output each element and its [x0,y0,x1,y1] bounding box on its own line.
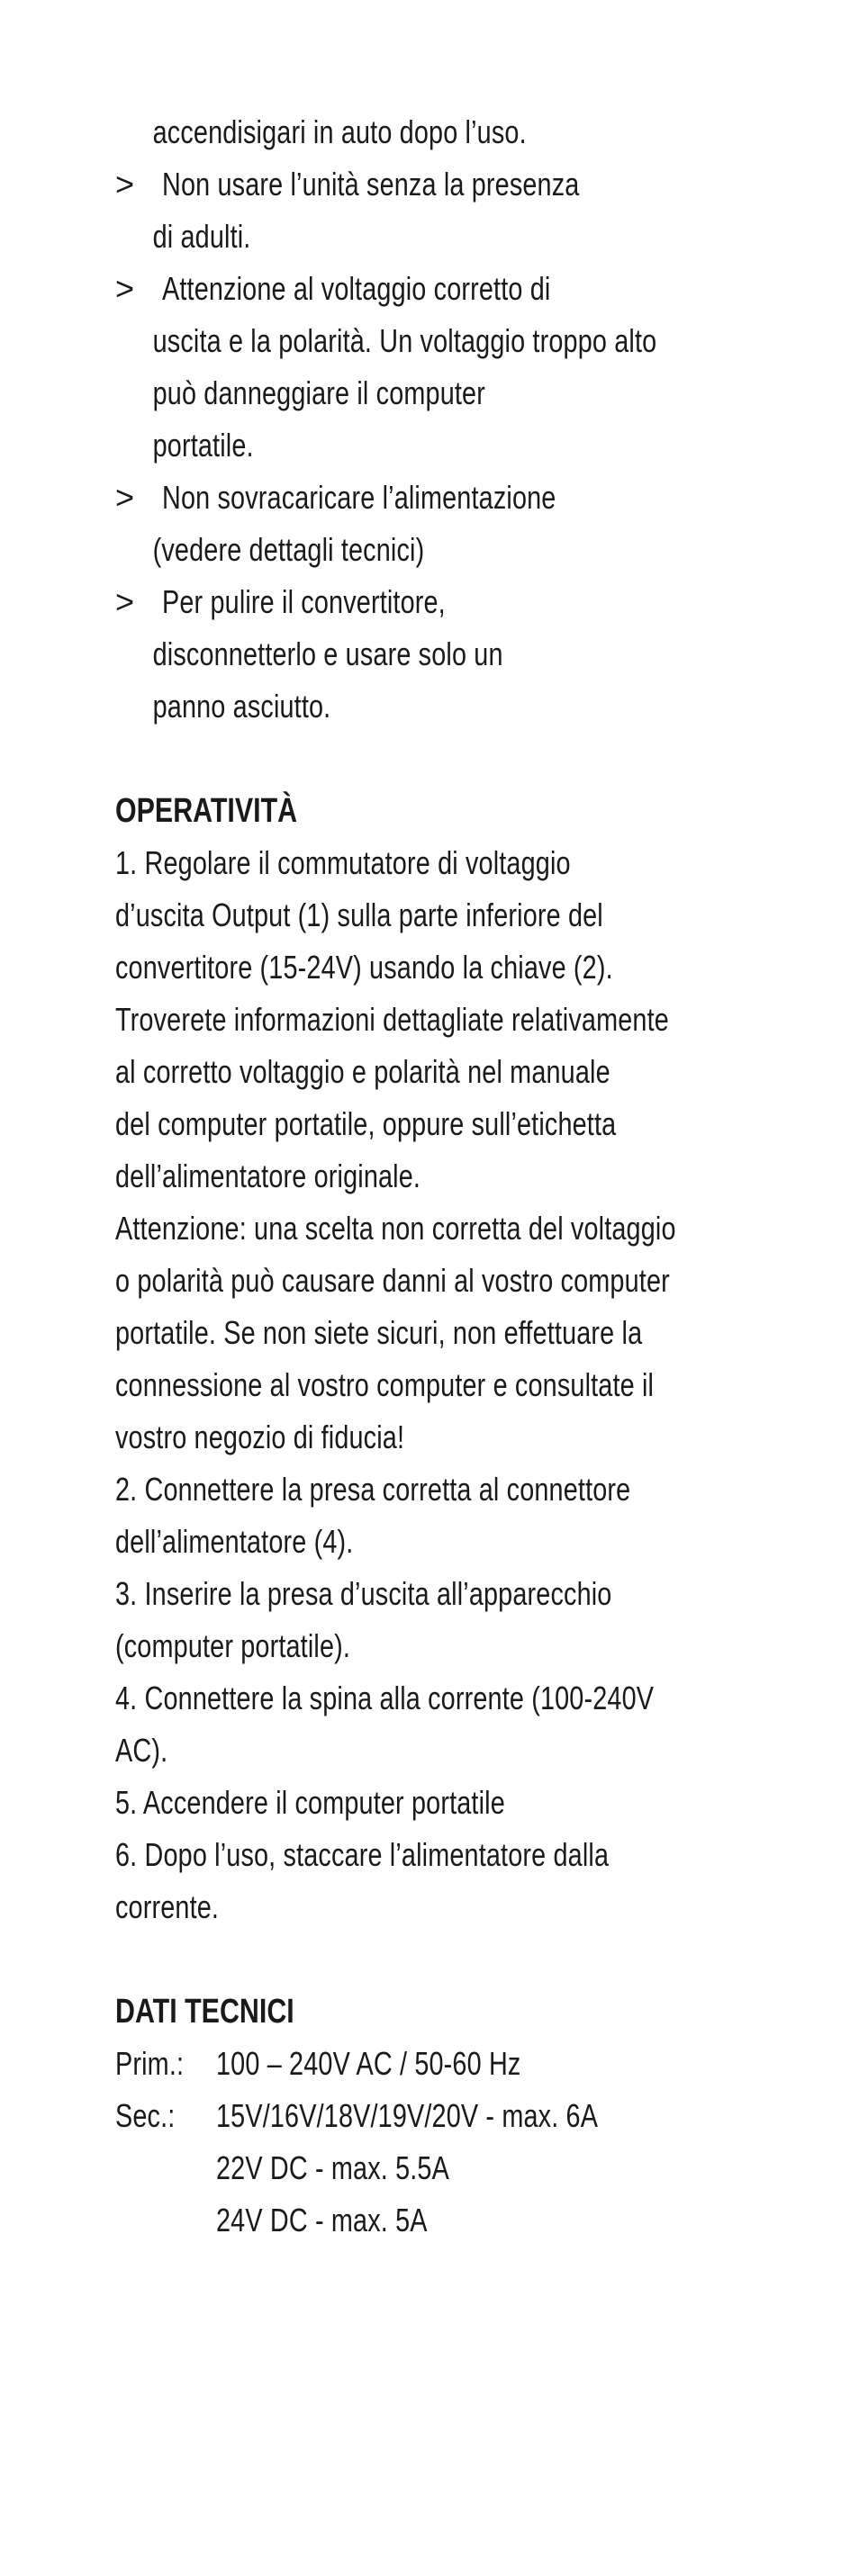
operativita-line: AC). [115,1732,168,1769]
bullet-arrow-icon: > [115,479,135,516]
operativita-line: 2. Connettere la presa corretta al connettore [115,1471,631,1508]
operativita-section [115,785,764,1933]
bullet-line: disconnetterlo e usare solo un [152,635,503,672]
spec-value: 100 – 240V AC / 50-60 Hz [216,2045,521,2082]
operativita-line: del computer portatile, oppure sull’etichetta [115,1105,617,1142]
spec-label: Sec.: [115,2097,176,2134]
operativita-line: dell’alimentatore originale. [115,1157,421,1194]
spec-row [115,2194,764,2247]
bullet-line: di adulti. [152,218,251,255]
spec-row [115,2090,764,2142]
bullet-line: uscita e la polarità. Un voltaggio troppo alto [152,322,657,359]
operativita-line: convertitore (15-24V) usando la chiave (2). [115,949,613,986]
safety-bullet [115,576,764,733]
operativita-line: 4. Connettere la spina alla corrente (100-240V [115,1680,655,1716]
operativita-line: 1. Regolare il commutatore di voltaggio [115,844,571,881]
spec-label: Prim.: [115,2045,185,2082]
spec-row [115,2038,764,2090]
safety-bullet [115,263,764,472]
safety-lead-line: accendisigari in auto dopo l’uso. [152,113,527,150]
bullet-line: Attenzione al voltaggio corretto di [162,270,551,307]
operativita-line: Attenzione: una scelta non corretta del voltaggio [115,1210,676,1247]
operativita-line: o polarità può causare danni al vostro computer [115,1262,670,1299]
bullet-line: Non usare l’unità senza la presenza [162,166,580,203]
operativita-line: 5. Accendere il computer portatile [115,1784,505,1821]
bullet-line: può danneggiare il computer [152,374,485,411]
section-gap [115,1933,764,1986]
dati-tecnici-section [115,1986,764,2247]
spec-row [115,2142,764,2194]
manual-page [115,106,764,2247]
bullet-arrow-icon: > [115,270,135,307]
operativita-line: 3. Inserire la presa d’uscita all’apparecchio [115,1575,612,1612]
dati-tecnici-heading: DATI TECNICI [115,1993,294,2031]
bullet-line: panno asciutto. [152,688,331,725]
operativita-line: dell’alimentatore (4). [115,1523,354,1560]
operativita-line: d’uscita Output (1) sulla parte inferiore del [115,896,603,933]
bullet-line: Per pulire il convertitore, [162,583,446,620]
bullet-line: (vedere dettagli tecnici) [152,531,425,568]
bullet-line: portatile. [152,427,254,464]
bullet-arrow-icon: > [115,583,135,620]
operativita-line: corrente. [115,1888,220,1925]
safety-bullet [115,158,764,263]
spec-value: 24V DC - max. 5A [216,2202,428,2238]
operativita-line: Troverete informazioni dettagliate relativamente [115,1001,669,1038]
safety-section [115,106,764,733]
operativita-heading: OPERATIVITÀ [115,792,298,830]
operativita-line: 6. Dopo l’uso, staccare l’alimentatore dalla [115,1836,610,1873]
operativita-line: portatile. Se non siete sicuri, non effettuare la [115,1314,643,1351]
operativita-line: connessione al vostro computer e consultate il [115,1366,655,1403]
spec-value: 22V DC - max. 5.5A [216,2149,449,2186]
operativita-line: al corretto voltaggio e polarità nel manuale [115,1053,610,1090]
spec-value: 15V/16V/18V/19V/20V - max. 6A [216,2097,599,2134]
bullet-line: Non sovracaricare l’alimentazione [162,479,556,516]
safety-bullet [115,472,764,576]
bullet-arrow-icon: > [115,166,135,203]
operativita-line: (computer portatile). [115,1627,351,1664]
section-gap [115,733,764,785]
operativita-line: vostro negozio di fiducia! [115,1419,405,1455]
